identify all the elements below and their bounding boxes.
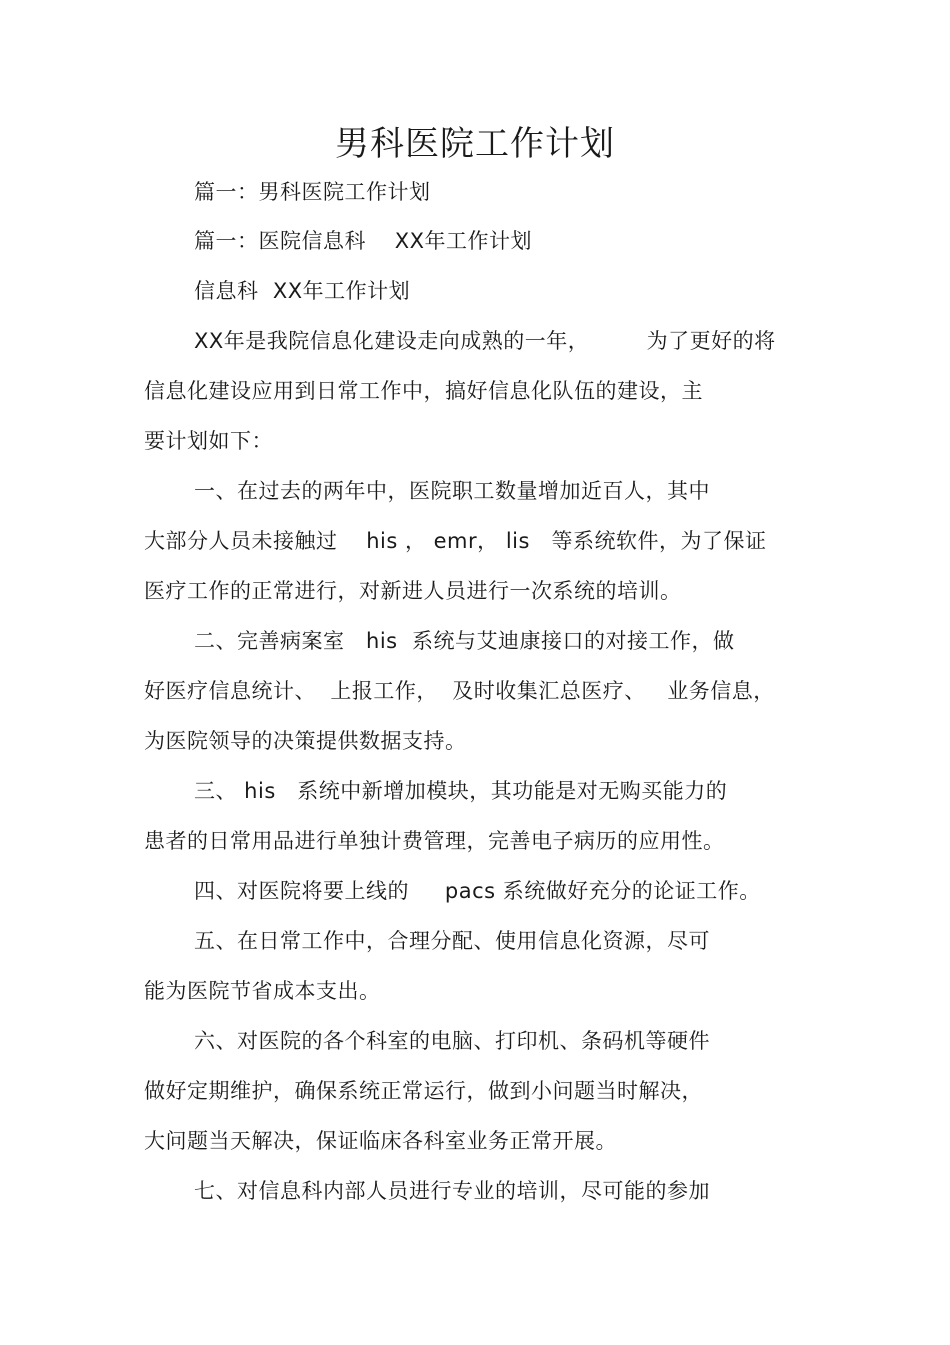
text-line: 能为医院节省成本支出。 [144,979,381,1003]
text-line: 医疗工作的正常进行，对新进人员进行一次系统的培训。 [144,579,682,603]
text-line: 五、在日常工作中，合理分配、使用信息化资源，尽可 [194,929,710,953]
text-line: 四、对医院将要上线的 pacs 系统做好充分的论证工作。 [194,879,761,903]
text-line: 一、在过去的两年中，医院职工数量增加近百人，其中 [194,479,710,503]
text-line: 二、完善病案室 his 系统与艾迪康接口的对接工作，做 [194,629,735,653]
text-line: 六、对医院的各个科室的电脑、打印机、条码机等硬件 [194,1029,710,1053]
text-line: 大问题当天解决，保证临床各科室业务正常开展。 [144,1129,617,1153]
text-line: 三、 his 系统中新增加模块，其功能是对无购买能力的 [194,779,728,803]
text-line: 信息科 XX年工作计划 [194,279,411,303]
text-line: 篇一：男科医院工作计划 [194,180,431,204]
text-line: 大部分人员未接触过 his ， emr， lis 等系统软件，为了保证 [144,529,767,553]
text-line: 七、对信息科内部人员进行专业的培训，尽可能的参加 [194,1179,710,1203]
text-line: 篇一：医院信息科 XX年工作计划 [194,229,532,253]
text-line: 好医疗信息统计、 上报工作， 及时收集汇总医疗、 业务信息， [144,679,775,703]
text-line: XX年是我院信息化建设走向成熟的一年， 为了更好的将 [194,329,776,353]
text-line: 信息化建设应用到日常工作中，搞好信息化队伍的建设，主 [144,379,703,403]
text-line: 为医院领导的决策提供数据支持。 [144,729,467,753]
text-line: 做好定期维护，确保系统正常运行，做到小问题当时解决， [144,1079,703,1103]
text-line: 要计划如下： [144,429,273,453]
text-line: 患者的日常用品进行单独计费管理，完善电子病历的应用性。 [144,829,725,853]
document-title: 男科医院工作计划 [335,124,615,164]
